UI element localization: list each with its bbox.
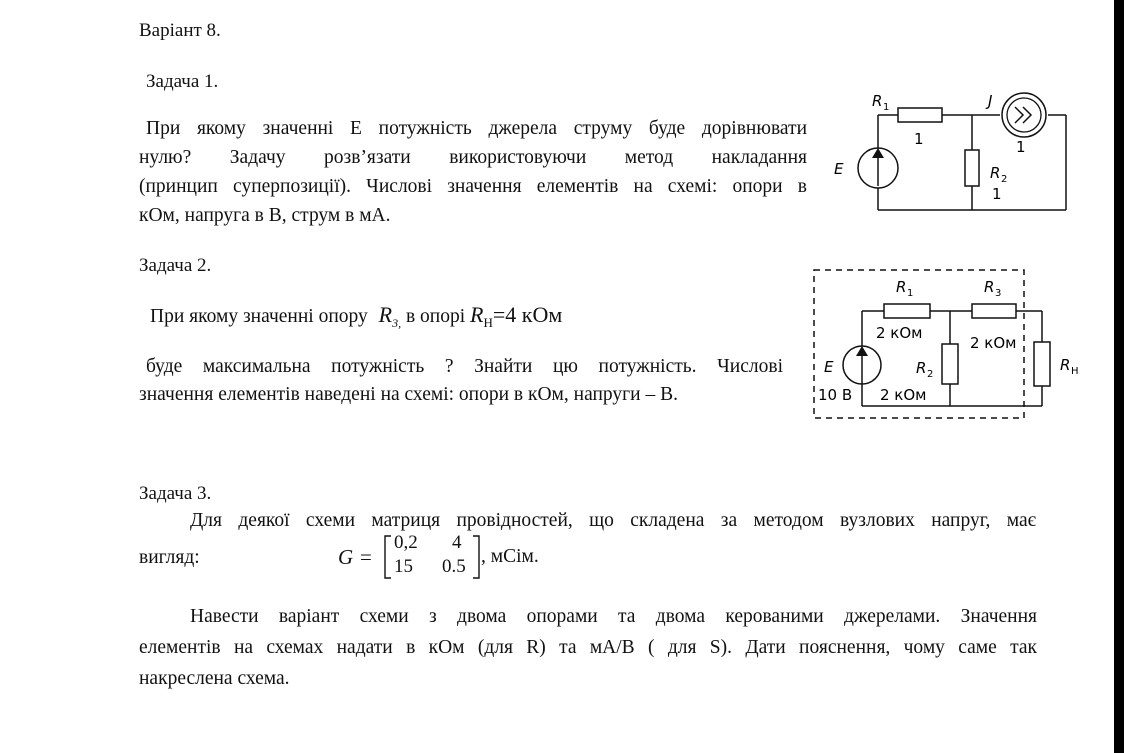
r1-label: R (872, 92, 883, 110)
task2-line-3: значення елементів наведені на схемі: опори в кОм, напруги – В. (139, 384, 678, 405)
voltage-source-e (843, 346, 881, 384)
e-value: 10 В (818, 386, 853, 404)
task3-para2-line-3: накреслена схема. (139, 668, 290, 689)
task2-rh-sub: Н (483, 314, 493, 330)
matrix-cell-0-1: 4 (452, 532, 462, 553)
task1-line-3: (принцип суперпозиції). Числові значення елементів на схемі: опори в (139, 176, 807, 197)
r2-label-sub: 2 (1001, 174, 1008, 185)
matrix-cell-1-0: 15 (394, 556, 413, 577)
r2-resistor (965, 150, 979, 186)
task2-line-2: буде максимальна потужність ? Знайти цю потужність. Числові (146, 356, 783, 377)
task3-line-2-prefix: вигляд: (139, 547, 200, 568)
r1-value: 1 (914, 130, 924, 148)
task3-paragraph-2 (139, 601, 1037, 694)
task2-line1-prefix: При якому значенні опору (150, 306, 368, 327)
task2-text (139, 353, 783, 409)
task1-text (139, 114, 807, 230)
matrix-equals: = (360, 545, 372, 569)
task2-line-1 (150, 300, 562, 338)
r2-value: 2 кОм (880, 386, 927, 404)
r3-value: 2 кОм (970, 334, 1017, 352)
task2-title: Задача 2. (139, 255, 212, 276)
matrix-variable: G (338, 545, 354, 569)
current-source-j (1002, 93, 1046, 137)
e-label: E (834, 160, 844, 178)
matrix-cell-1-1: 0.5 (442, 556, 466, 577)
task2-rh-symbol: R (470, 302, 484, 327)
task2-r3-symbol: R (378, 302, 393, 327)
task1-line-1: При якому значенні Е потужність джерела струму буде дорівнювати (146, 118, 807, 139)
r1-label-sub: 1 (883, 102, 890, 113)
r1-resistor (884, 304, 930, 318)
task1-circuit-diagram (820, 82, 1080, 222)
j-value: 1 (1016, 138, 1026, 156)
rh-label: R (1060, 356, 1071, 374)
task2-r3-sub: 3, (392, 315, 402, 330)
r1-label: R (896, 278, 907, 296)
r2-value: 1 (992, 185, 1002, 203)
r2-label: R (916, 359, 927, 377)
e-label: E (824, 358, 834, 376)
matrix-unit: , мСім. (481, 546, 539, 567)
conductance-matrix-formula (338, 532, 568, 582)
task1-line-4: кОм, напруга в В, струм в мА. (139, 205, 391, 226)
left-bracket (382, 534, 392, 580)
r2-label: R (990, 164, 1001, 182)
variant-heading: Варіант 8. (139, 20, 221, 41)
r1-value: 2 кОм (876, 324, 923, 342)
r3-label: R (984, 278, 995, 296)
r3-label-sub: 3 (995, 288, 1002, 299)
task1-title: Задача 1. (146, 71, 219, 92)
r2-resistor (942, 344, 958, 384)
task3-line-1: Для деякої схеми матриця провідностей, що складена за методом вузлових напруг, має (190, 510, 1036, 531)
task2-circuit-diagram (810, 266, 1100, 424)
task2-rh-value: =4 кОм (492, 302, 563, 327)
r1-resistor (898, 108, 942, 122)
voltage-source-e (858, 148, 898, 188)
r3-resistor (972, 304, 1016, 318)
task1-line-2: нулю? Задачу розв’язати використовуючи метод накладання (139, 147, 807, 168)
task3-title: Задача 3. (139, 483, 212, 504)
task2-line1-mid: в опорі (405, 306, 466, 327)
task3-para2-line-2: елементів на схемах надати в кОм (для R) та мА/В ( для S). Дати пояснення, чому саме так (139, 637, 1037, 658)
task3-para2-line-1: Навести варіант схеми з двома опорами та двома керованими джерелами. Значення (190, 606, 1037, 627)
rh-label-sub: Н (1071, 366, 1079, 377)
matrix-cell-0-0: 0,2 (394, 532, 418, 553)
r1-label-sub: 1 (907, 288, 914, 299)
j-label: J (988, 92, 993, 110)
r2-label-sub: 2 (927, 369, 934, 380)
rh-resistor (1034, 342, 1050, 386)
